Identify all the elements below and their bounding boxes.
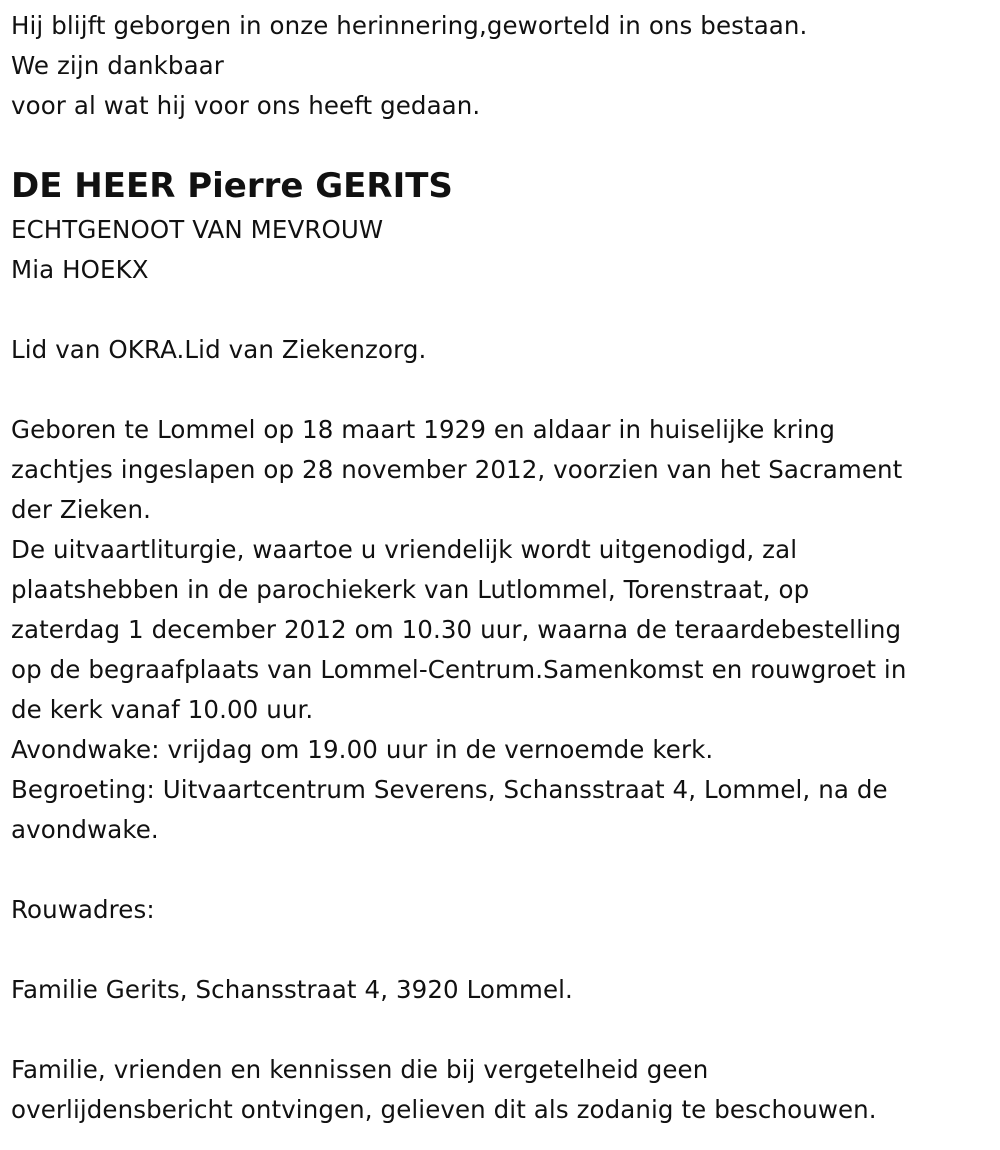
spacer: [11, 370, 996, 410]
announcement-line: De uitvaartliturgie, waartoe u vriendelijk wordt uitgenodigd, zal: [11, 535, 798, 564]
announcement-line: plaatshebben in de parochiekerk van Lutlommel, Torenstraat, op: [11, 575, 810, 604]
announcement-body: [11, 410, 996, 850]
obituary-notice: [11, 6, 996, 1130]
membership-text: Lid van OKRA.Lid van Ziekenzorg.: [11, 335, 427, 364]
poem-line: We zijn dankbaar: [11, 51, 224, 80]
relation-text: ECHTGENOOT VAN MEVROUW: [11, 215, 384, 244]
poem-line: voor al wat hij voor ons heeft gedaan.: [11, 91, 481, 120]
announcement-line: Avondwake: vrijdag om 19.00 uur in de vernoemde kerk.: [11, 735, 714, 764]
announcement-line: op de begraafplaats van Lommel-Centrum.Samenkomst en rouwgroet in: [11, 655, 907, 684]
spacer: [11, 850, 996, 890]
announcement-line: Geboren te Lommel op 18 maart 1929 en aldaar in huiselijke kring: [11, 415, 836, 444]
announcement-line: zachtjes ingeslapen op 28 november 2012, voorzien van het Sacrament: [11, 455, 903, 484]
closing-line: Familie, vrienden en kennissen die bij vergetelheid geen: [11, 1055, 709, 1084]
spacer: [11, 930, 996, 970]
deceased-name: DE HEER Pierre GERITS: [11, 166, 453, 206]
spouse-name: Mia HOEKX: [11, 255, 149, 284]
spacer: [11, 290, 996, 330]
announcement-line: der Zieken.: [11, 495, 151, 524]
announcement-line: zaterdag 1 december 2012 om 10.30 uur, waarna de teraardebestelling: [11, 615, 902, 644]
memorial-poem: [11, 6, 996, 126]
address-label: Rouwadres:: [11, 895, 155, 924]
spacer: [11, 1010, 996, 1050]
closing-text: [11, 1050, 996, 1130]
closing-line: overlijdensbericht ontvingen, gelieven dit als zodanig te beschouwen.: [11, 1095, 877, 1124]
announcement-line: Begroeting: Uitvaartcentrum Severens, Schansstraat 4, Lommel, na de: [11, 775, 888, 804]
address-value: Familie Gerits, Schansstraat 4, 3920 Lommel.: [11, 975, 573, 1004]
announcement-line: avondwake.: [11, 815, 159, 844]
poem-line: Hij blijft geborgen in onze herinnering,geworteld in ons bestaan.: [11, 11, 808, 40]
spacer: [11, 126, 996, 162]
announcement-line: de kerk vanaf 10.00 uur.: [11, 695, 314, 724]
